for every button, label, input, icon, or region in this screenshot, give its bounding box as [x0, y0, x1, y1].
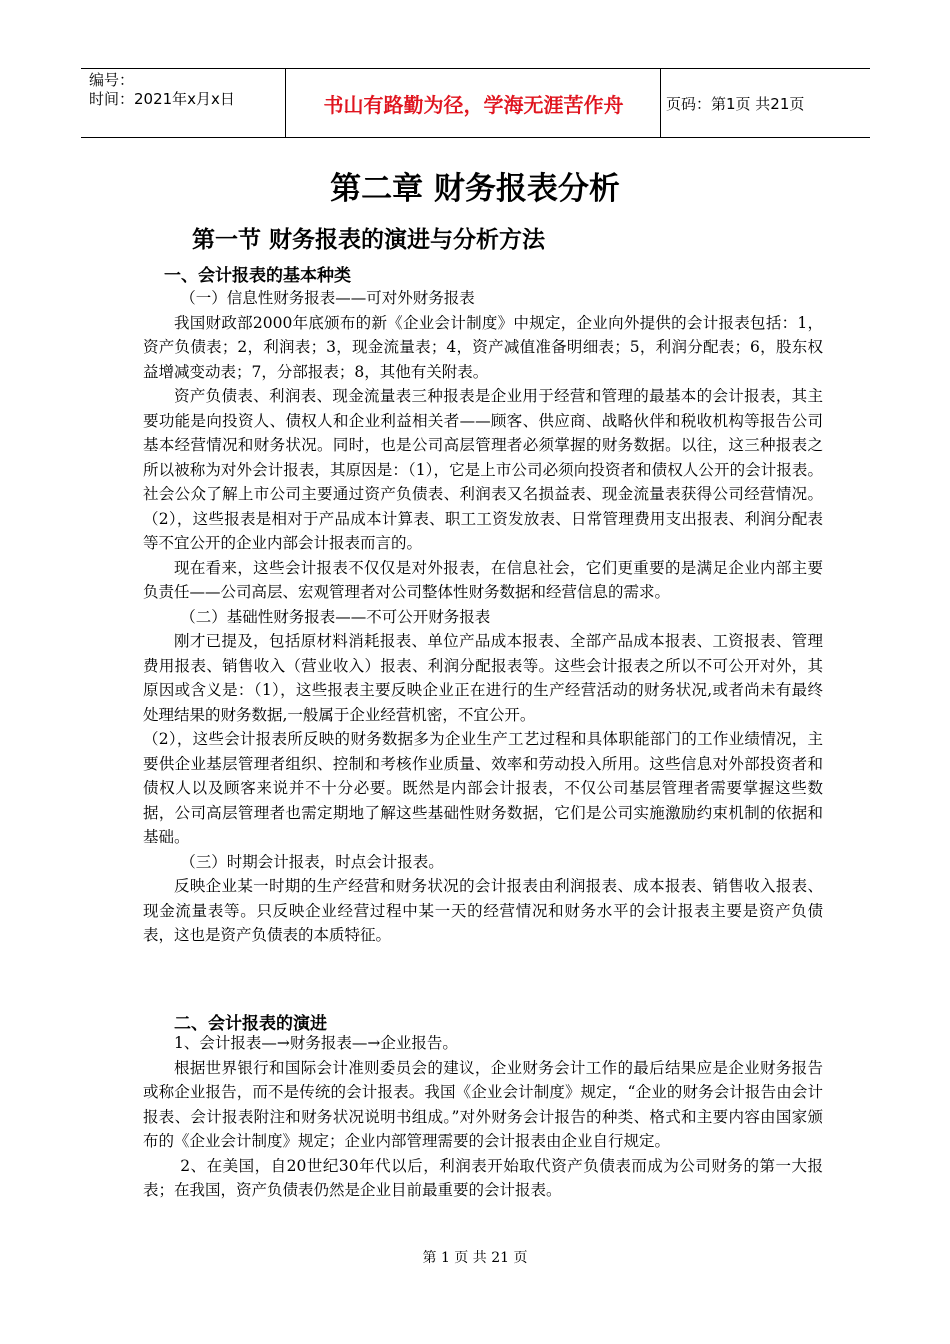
page-footer: 第 1 页 共 21 页 — [422, 1250, 528, 1266]
part2-paragraph-1: 根据世界银行和国际会计准则委员会的建议，企业财务会计工作的最后结果应是企业财务报告或称企业报告，而不是传统的会计报表。我国《企业会计制度》规定，“企业的财务会计报告由会计报表、会计报表附注和财务状况说明书组成。”对外财务会计报告的种类、格式和主要内容由国家颁布的《企业会计制度》规定；企业内部管理需要的会计报表由企业自行规定。 — [143, 1058, 823, 1150]
chapter-title: 第二章 财务报表分析 — [330, 171, 620, 207]
number-label: 编号： — [89, 71, 135, 89]
header-left-cell — [81, 69, 286, 137]
part1-sub1: （一）信息性财务报表——可对外财务报表 — [180, 289, 475, 307]
part1-paragraph-4: 刚才已提及，包括原材料消耗报表、单位产品成本报表、全部产品成本报表、工资报表、管理费用报表、销售收入（营业收入）报表、利润分配报表等。这些会计报表之所以不可公开对外，其原因或含义是：（1），这些报表主要反映企业正在进行的生产经营活动的财务状况,或者尚未有最终处理结果的财务数据,一般属于企业经营机密，不宜公开。 — [143, 632, 823, 724]
part2-heading: 二、会计报表的演进 — [174, 1014, 327, 1034]
part1-paragraph-2: 资产负债表、利润表、现金流量表三种报表是企业用于经营和管理的最基本的会计报表，其主要功能是向投资人、债权人和企业利益相关者——顾客、供应商、战略伙伴和税收机构等报告公司基本经营情况和财务状况。同时，也是公司高层管理者必须掌握的财务数据。以往，这三种报表之所以被称为对外会计报表，其原因是：（1），它是上市公司必须向投资者和债权人公开的会计报表。社会公众了解上市公司主要通过资产负债表、利润表又名损益表、现金流量表获得公司经营情况。（2），这些报表是相对于产品成本计算表、职工工资发放表、日常管理费用支出报表、利润分配表等不宜公开的企业内部会计报表而言的。 — [143, 387, 823, 552]
part1-heading: 一、会计报表的基本种类 — [164, 266, 351, 286]
part1-paragraph-5: （2），这些会计报表所反映的财务数据多为企业生产工艺过程和具体职能部门的工作业绩情况，主要供企业基层管理者组织、控制和考核作业质量、效率和劳动投入所用。这些信息对外部投资者和债权人以及顾客来说并不十分必要。既然是内部会计报表，不仅公司基层管理者需要掌握这些数据，公司高层管理者也需定期地了解这些基础性财务数据，它们是公司实施激励约束机制的依据和基础。 — [143, 730, 823, 846]
part1-sub3: （三）时期会计报表，时点会计报表。 — [180, 852, 444, 871]
part1-paragraph-3: 现在看来，这些会计报表不仅仅是对外报表，在信息社会，它们更重要的是满足企业内部主要负责任——公司高层、宏观管理者对公司整体性财务数据和经营信息的需求。 — [143, 558, 823, 601]
part2-paragraph-2: 2、在美国，自20世纪30年代以后，利润表开始取代资产负债表而成为公司财务的第一大报表；在我国，资产负债表仍然是企业目前最重要的会计报表。 — [143, 1156, 823, 1199]
header-table — [81, 68, 870, 138]
part1-sub2: （二）基础性财务报表——不可公开财务报表 — [180, 607, 491, 626]
header-motto: 书山有路勤为径，学海无涯苦作舟 — [287, 69, 661, 137]
header-page-info: 页码：第1页 共21页 — [666, 94, 805, 113]
part2-body — [143, 1031, 823, 1203]
time-label: 时间：2021年x月x日 — [89, 90, 235, 108]
part1-paragraph-1: 我国财政部2000年底颁布的新《企业会计制度》中规定，企业向外提供的会计报表包括：1，资产负债表；2，利润表；3，现金流量表；4，资产减值准备明细表；5，利润分配表；6，股东权益增减变动表；7，分部报表；8，其他有关附表。 — [143, 313, 823, 381]
section-title: 第一节 财务报表的演进与分析方法 — [192, 227, 546, 253]
part2-sub1: 1、会计报表—→财务报表—→企业报告。 — [174, 1034, 458, 1052]
part1-body — [143, 286, 823, 948]
part1-paragraph-6: 反映企业某一时期的生产经营和财务状况的会计报表由利润报表、成本报表、销售收入报表、现金流量表等。只反映企业经营过程中某一天的经营情况和财务水平的会计报表主要是资产负债表，这也是资产负债表的本质特征。 — [143, 877, 823, 944]
